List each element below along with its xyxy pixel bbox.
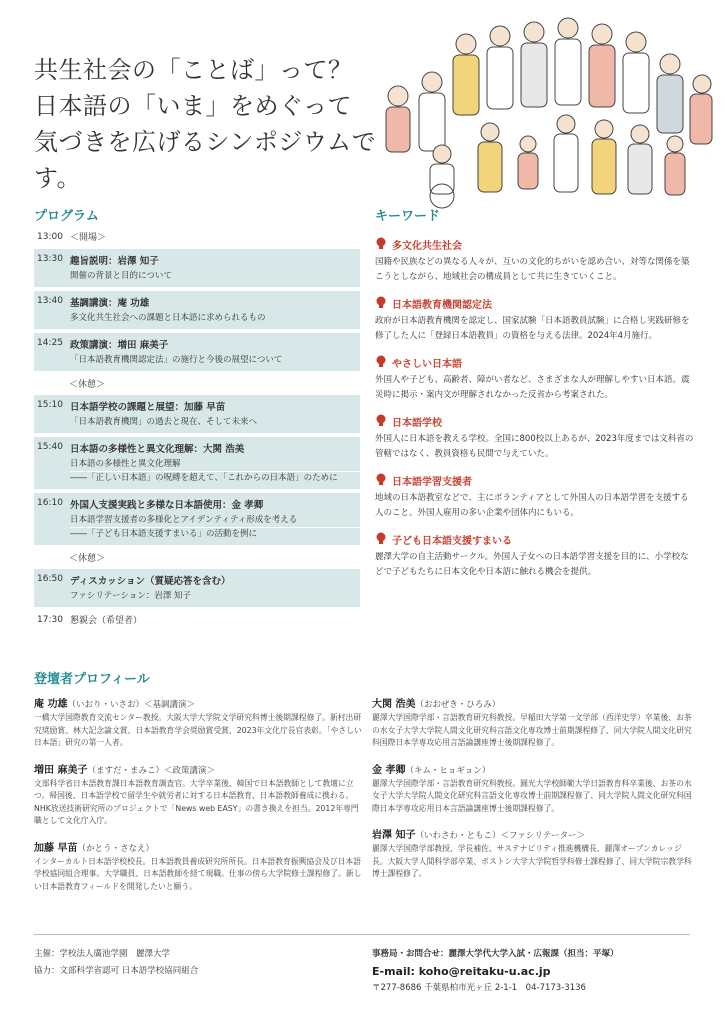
- session-detail: 「日本語教育機関」の過去と現在、そして未来へ: [70, 417, 258, 427]
- keyword-item: [375, 413, 695, 462]
- speaker-name: 大関 浩美: [372, 699, 416, 710]
- headline-line-3: 気づきを広げるシンポジウムです。: [34, 128, 377, 192]
- speaker-bio: 一橋大学国際教育交流センター教授。大阪大学大学院文学研究科博士後期課程修了。新村出研究奨励賞、林大記念論文賞、日本語教育学会奨励賞受賞、2023年文化庁長官表彰。「やさしい日本語」研究の第一人者。: [34, 713, 362, 747]
- footer-divider: [34, 934, 690, 935]
- session-title: 基調講演：庵 功雄: [70, 298, 150, 309]
- speaker-bio: インターカルト日本語学校校長。日本語教員養成研究所所長。日本語教育振興協会及び日本語学校協同組合理事。大学職員、日本語教師を経て現職。仕事の傍ら大学院修士課程修了。新しい日本語教育フィールドを開発したいと願う。: [34, 856, 362, 891]
- light-bulb-icon: [375, 237, 387, 251]
- organizer-text: 主催：学校法人廣池学園 麗澤大学: [34, 949, 171, 959]
- keyword-description: 外国人に日本語を教える学校。全国に800校以上あるが、2023年度までは文科省の管轄ではなく、教員資格も民間で与えていた。: [375, 434, 694, 459]
- schedule-row: [34, 493, 360, 545]
- footer-organizers: [34, 946, 198, 980]
- keyword-item: [375, 295, 695, 344]
- schedule-time: 15:10: [37, 400, 63, 410]
- speaker-profile: [372, 695, 697, 750]
- keyword-title: 日本語学校: [392, 417, 442, 429]
- keyword-description: 麗澤大学の自主活動サークル。外国人子女への日本語学習支援を目的に、小学校などで子どもたちに日本文化や日本語に触れる機会を提供。: [375, 552, 689, 577]
- keyword-item: [375, 236, 695, 285]
- session-detail: 日本語の多様性と異文化理解: [70, 459, 181, 469]
- schedule-row: [34, 333, 360, 371]
- schedule-row: [34, 437, 360, 489]
- keyword-title: やさしい日本語: [392, 358, 462, 370]
- headline: [34, 52, 394, 196]
- light-bulb-icon: [375, 355, 387, 369]
- light-bulb-icon: [375, 414, 387, 428]
- keyword-description: 国籍や民族などの異なる人々が、互いの文化的ちがいを認め合い、対等な関係を築こうとしながら、地域社会の構成員として共に生きていくこと。: [375, 257, 690, 282]
- schedule-time: 13:00: [37, 231, 63, 242]
- schedule-row: [34, 228, 360, 245]
- profiles-title: 登壇者プロフィール: [34, 672, 150, 687]
- keyword-item: [375, 472, 695, 521]
- speaker-profile: [34, 839, 364, 894]
- keyword-title: 日本語学習支援者: [392, 476, 472, 488]
- schedule-time: 16:10: [37, 498, 63, 508]
- speaker-reading: （キム・ヒョギョン）: [405, 765, 491, 776]
- keyword-title: 日本語教育機関認定法: [392, 299, 492, 311]
- keyword-description: 地域の日本語教室などで、主にボランティアとして外国人の日本語学習を支援する人のこと。外国人雇用の多い企業や団体内にもいる。: [375, 493, 689, 518]
- speaker-bio: 文部科学省日本語教育課日本語教育調査官。大学卒業後、韓国で日本語教師として教壇に立つ。帰国後、日本語学校で留学生や就労者に対する日本語教育、日本語教師養成に携わる。NHK放送技術研究所のプロジェクトで「News web EASY」の書き換えを担当。2012年専門職として文化庁入庁。: [34, 778, 359, 825]
- speaker-bio: 麗澤大学国際学部・言語教育研究科教授。早稲田大学第一文学部（西洋史学）卒業後、お茶の水女子大学大学院人間文化研究科言語文化専攻博士前期課程修了、同大学院人間文化研究科国際日本学専攻応用言語論講座博士後期課程修了。: [372, 713, 692, 747]
- session-detail: 日本語学習支援者の多様化とアイデンティティ形成を考える: [70, 515, 298, 525]
- schedule-time: 15:40: [37, 442, 63, 452]
- speaker-profile: [372, 761, 697, 816]
- light-bulb-icon: [375, 532, 387, 546]
- session-detail: 開催の背景と目的について: [70, 271, 172, 281]
- speaker-name: 岩澤 知子: [372, 830, 416, 841]
- cooperation-text: 協力：文部科学省認可 日本語学校協同組合: [34, 966, 199, 976]
- speaker-reading: （いわさわ・ともこ）＜ファシリテーター＞: [415, 831, 586, 841]
- speaker-profile: [34, 695, 364, 750]
- light-bulb-icon: [375, 296, 387, 310]
- keyword-item: [375, 531, 695, 580]
- keyword-title: 子ども日本語支援すまいる: [392, 535, 512, 547]
- schedule-text: 懇親会（希望者）: [70, 616, 143, 626]
- speaker-profile: [372, 826, 697, 881]
- keywords-list: [375, 236, 695, 590]
- headline-line-1: 共生社会の「ことば」って？: [34, 56, 353, 84]
- speaker-profile: [34, 761, 364, 828]
- keyword-title: 多文化共生社会: [392, 240, 462, 252]
- person-figure: [386, 18, 712, 208]
- keywords-title: キーワード: [375, 209, 441, 224]
- session-title: 趣旨説明：岩澤 知子: [70, 256, 159, 267]
- light-bulb-icon: [375, 473, 387, 487]
- break-label: ＜休憩＞: [69, 553, 106, 564]
- speaker-name: 増田 麻美子: [34, 764, 88, 776]
- schedule-row: [34, 611, 360, 628]
- profiles-right-column: [372, 695, 697, 892]
- keyword-item: [375, 354, 695, 403]
- schedule-time: 13:40: [37, 296, 63, 306]
- speaker-name: 庵 功雄: [34, 699, 68, 710]
- schedule-time: 16:50: [37, 574, 63, 584]
- speaker-reading: （いおり・いさお）＜基調講演＞: [67, 700, 195, 710]
- footer-contact: [372, 946, 619, 997]
- schedule-time: 13:30: [37, 254, 63, 264]
- speaker-bio: 麗澤大学国際学部・言語教育研究科教授。圓光大学校師範大学日語教育科卒業後、お茶の水女子大学大学院人間文化研究科言語文化専攻博士前期課程修了、同大学院人間文化研究科国際日本学専攻応用日本言語論講座博士後期課程修了。: [372, 778, 692, 813]
- people-illustration: [370, 4, 720, 209]
- contact-address: 〒277-8686 千葉県柏市光ヶ丘 2-1-1 04-7173-3136: [372, 983, 586, 993]
- program-title: プログラム: [34, 209, 99, 224]
- program-schedule: [34, 228, 360, 628]
- speaker-reading: （ますだ・まみこ）＜政策講演＞: [87, 765, 215, 776]
- speaker-name: 金 孝卿: [372, 764, 406, 776]
- keyword-description: 外国人や子ども、高齢者、障がい者など、さまざまな人が理解しやすい日本語。震災時に掲示・案内文が理解されなかった反省から考案された。: [375, 375, 690, 400]
- session-title: ディスカッション（質疑応答を含む）: [70, 576, 231, 587]
- session-detail: 多文化共生社会への課題と日本語に求められるもの: [70, 313, 266, 323]
- profiles-left-column: [34, 695, 364, 904]
- session-title: 外国人支援実践と多様な日本語使用：金 孝卿: [70, 500, 264, 511]
- headline-line-2: 日本語の「いま」をめぐって: [34, 92, 353, 120]
- schedule-row: [34, 291, 360, 329]
- session-detail: ファシリテーション：岩澤 知子: [70, 591, 192, 601]
- speaker-reading: （おおぜき・ひろみ）: [415, 700, 501, 710]
- session-detail: ――「正しい日本語」の呪縛を超えて、「これからの日本語」のために: [70, 471, 360, 485]
- session-title: 政策講演：増田 麻美子: [70, 340, 169, 351]
- session-title: 日本語の多様性と異文化理解：大関 浩美: [70, 444, 245, 455]
- keyword-description: 政府が日本語教育機関を認定し、国家試験「日本語教員試験」に合格し実践研修を修了した人に「登録日本語教員」の資格を与える法律。2024年4月施行。: [375, 316, 690, 341]
- schedule-time: 17:30: [37, 614, 63, 625]
- speaker-name: 加藤 早苗: [34, 842, 78, 854]
- break-label: ＜休憩＞: [69, 379, 106, 390]
- schedule-row: [34, 569, 360, 607]
- session-detail: 「日本語教育機関認定法」の施行と今後の展望について: [70, 355, 283, 365]
- speaker-bio: 麗澤大学国際学部教授、学長補佐、サステナビリティ推進機構長、麗澤オープンカレッジ長。大阪大学人間科学部卒業、ボストン大学大学院哲学科修士課程修了、同大学院宗教学科博士課程修了。: [372, 844, 692, 878]
- session-title: 日本語学校の課題と展望：加藤 早苗: [70, 402, 226, 413]
- speaker-reading: （かとう・さなえ）: [77, 843, 154, 854]
- contact-email-link[interactable]: E-mail: koho@reitaku-u.ac.jp: [372, 965, 551, 978]
- contact-title: 事務局・お問合せ：麗澤大学代大学入試・広報課（担当：平塚）: [372, 949, 619, 959]
- session-detail: ――「子ども日本語支援すまいる」の活動を例に: [70, 527, 360, 541]
- schedule-row: [34, 249, 360, 287]
- schedule-row: [34, 395, 360, 433]
- schedule-time: 14:25: [37, 338, 63, 348]
- schedule-text: ＜開場＞: [70, 233, 107, 243]
